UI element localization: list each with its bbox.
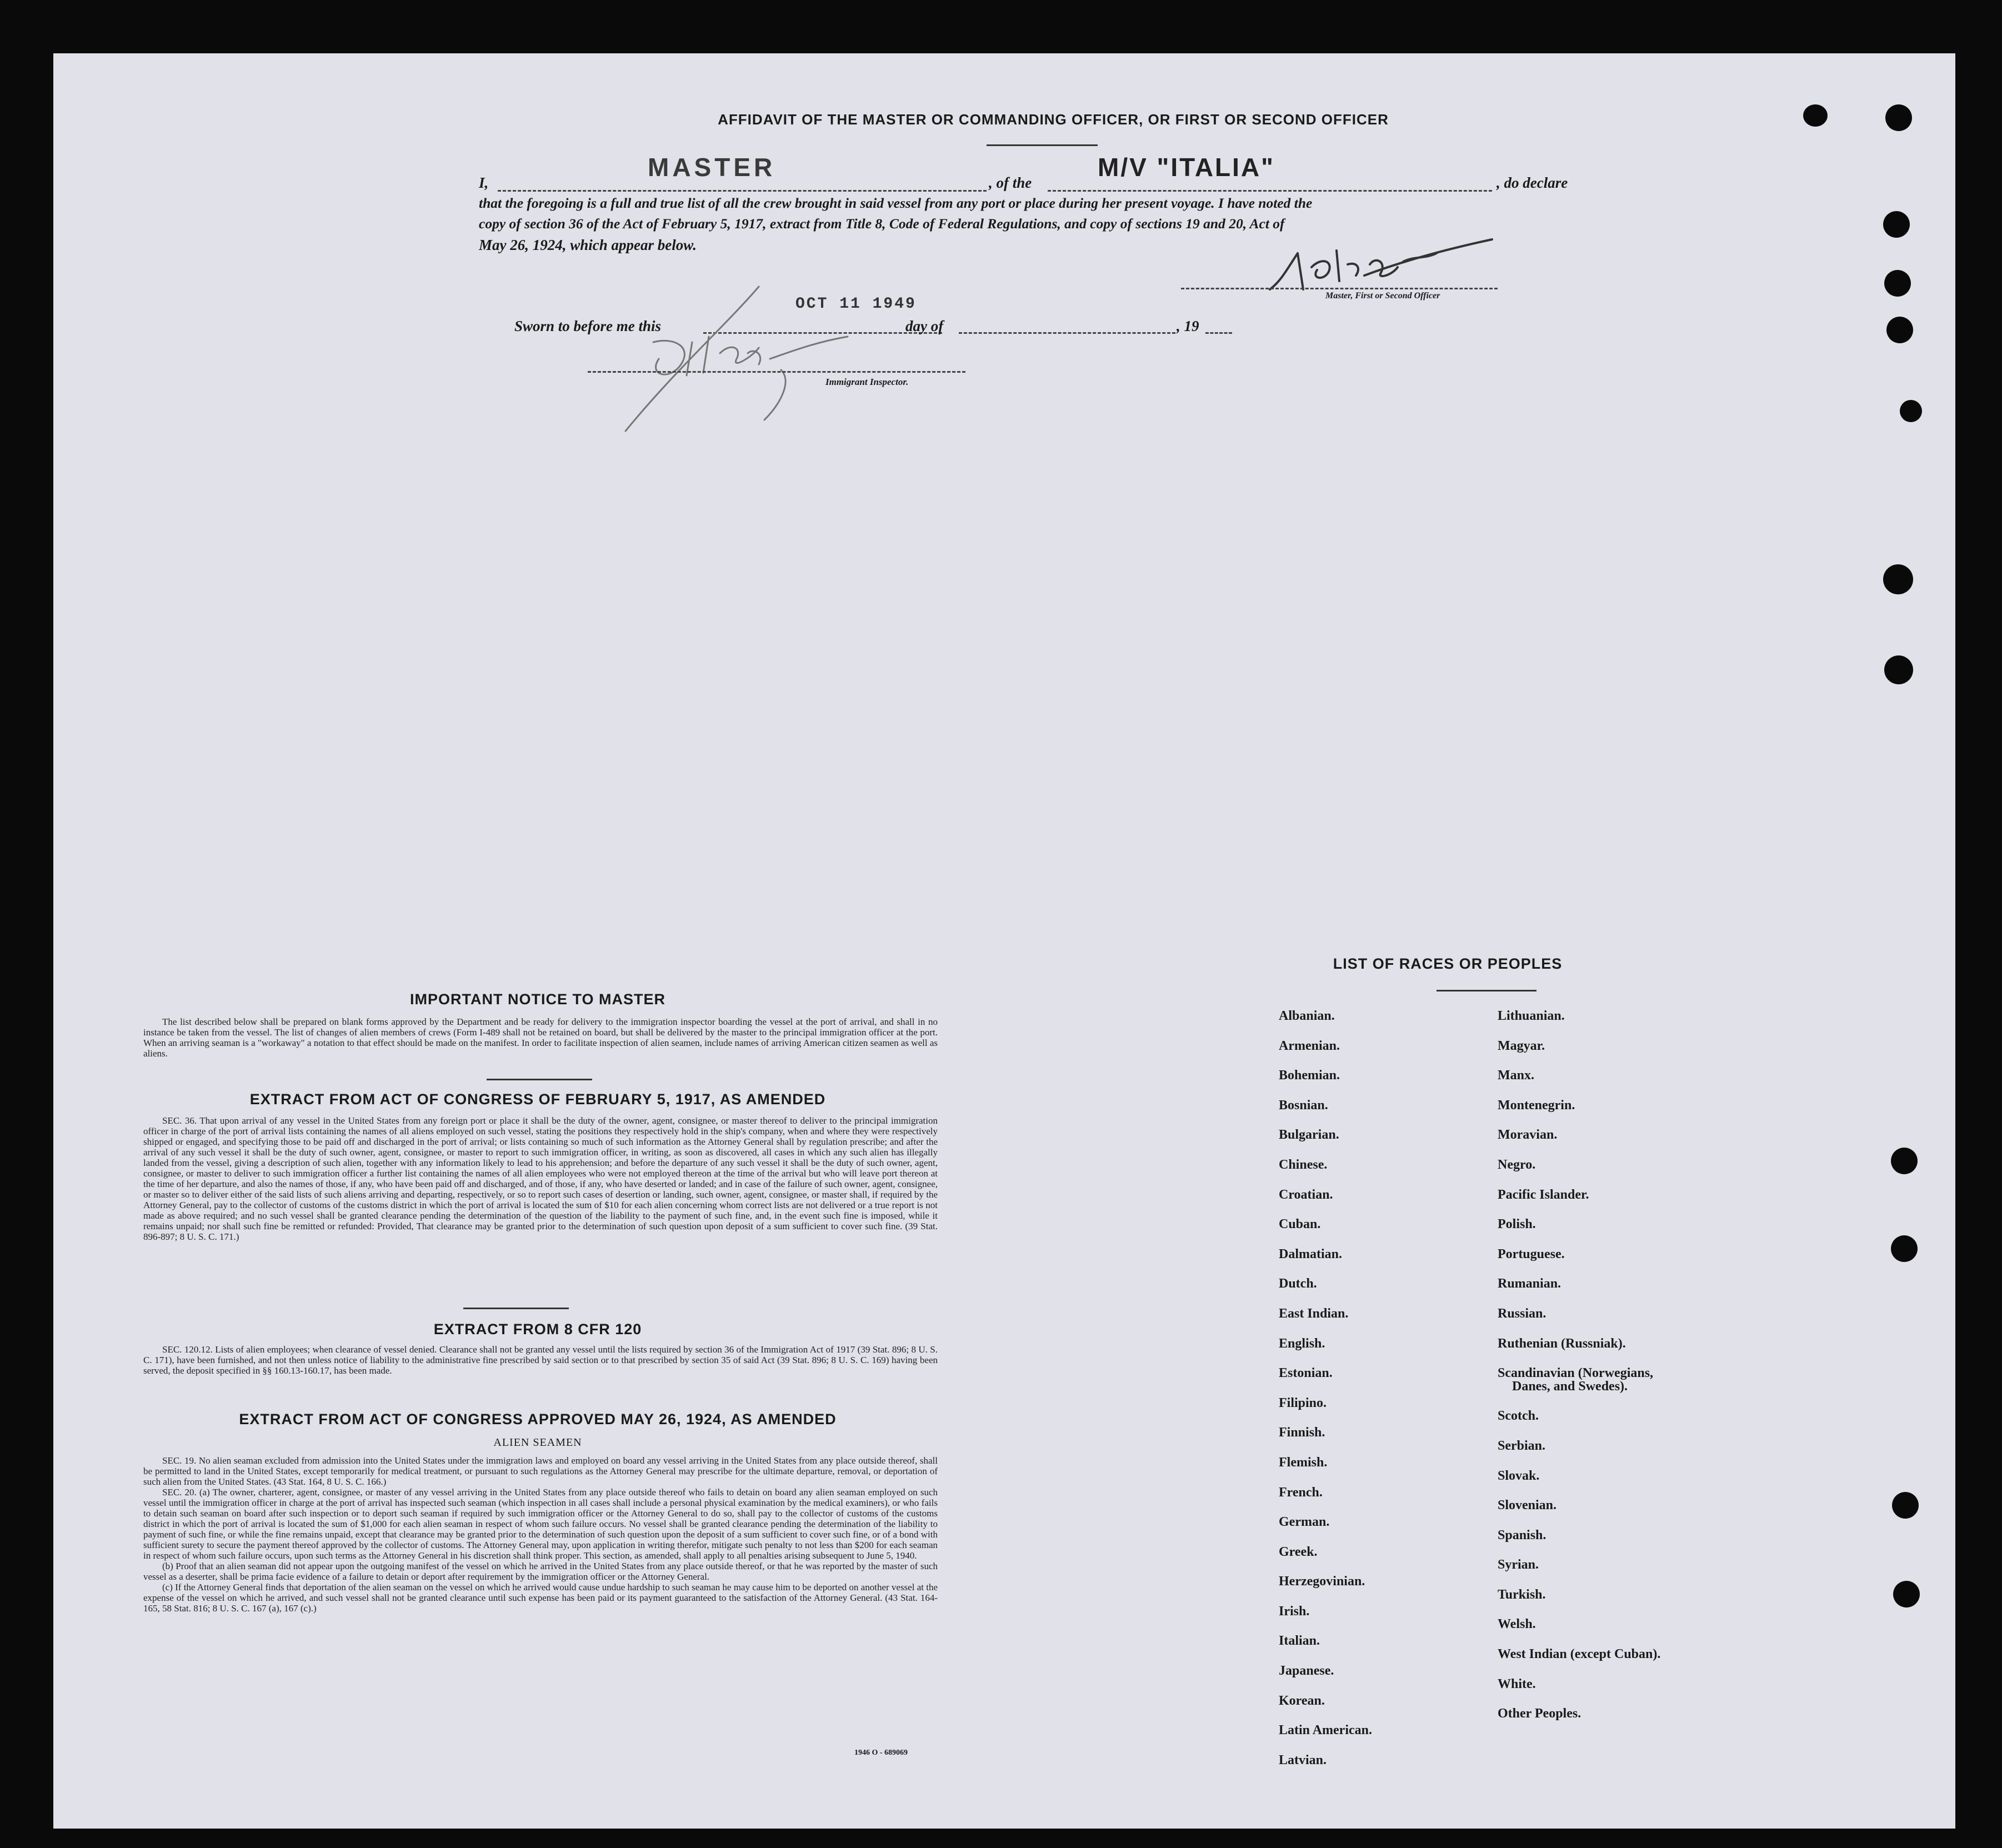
officer-signature-line — [1181, 288, 1498, 289]
extract-1917-title: EXTRACT FROM ACT OF CONGRESS OF FEBRUARY 5, 1917, AS AMENDED — [249, 1091, 826, 1108]
inspector-caption: Immigrant Inspector. — [825, 377, 909, 387]
binding-hole — [1883, 211, 1910, 238]
race-item: Portuguese. — [1498, 1246, 1565, 1261]
race-item: Manx. — [1498, 1068, 1534, 1083]
sworn-label: Sworn to before me this — [514, 318, 662, 334]
extract-cfr-text — [143, 1344, 938, 1376]
race-item: Welsh. — [1498, 1617, 1536, 1632]
races-title-rule — [1437, 990, 1536, 991]
notice-paragraph: The list described below shall be prepared on blank forms approved by the Department and be ready for delivery to the immigration inspector boarding the vessel at the port of arrival, and shall in no instance be taken from the vessel. The list of changes of alien members of crews (Form I-489 shall not be retained on board, but shall be delivered by the master to the principal immigration officer at the port. When an arriving seaman is a "workaway" a notation to that effect should be made on the manifest. In order to facilitate inspection of alien seamen, include names of arriving American citizen seamen as well as aliens. — [143, 1016, 938, 1059]
extract-1924-paragraph-1: SEC. 19. No alien seaman excluded from admission into the United States under the immigration laws and employed on board any vessel arriving in the United States from any place outside thereof, shall be permitted to land in the United States, except temporarily for medical treatment, or pursuant to such regulations as the Attorney General may prescribe for the ultimate departure, removal, or deportation of such alien from the United States. (43 Stat. 164, 8 U. S. C. 166.) — [143, 1455, 938, 1487]
affidavit-title-rule — [987, 144, 1098, 146]
master-name-line — [498, 190, 987, 192]
race-item: Slovenian. — [1498, 1498, 1557, 1513]
sworn-year-line — [1205, 332, 1232, 334]
race-item: Albanian. — [1279, 1009, 1335, 1023]
extract-cfr-title: EXTRACT FROM 8 CFR 120 — [433, 1321, 642, 1338]
print-code: 1946 O - 689069 — [854, 1749, 908, 1757]
declaration-line-3: May 26, 1924, which appear below. — [479, 237, 697, 253]
race-item: French. — [1279, 1485, 1323, 1500]
race-item: Pacific Islander. — [1498, 1187, 1589, 1202]
extract-1917-paragraph: SEC. 36. That upon arrival of any vessel in the United States from any foreign port or place it shall be the duty of the owner, agent, consignee, or master thereof to deliver to the principal immigration officer in charge of the port of arrival lists containing the names of all aliens employed on such vessel, stating the positions they respectively hold in the ship's company, when and where they were respectively shipped or engaged, and specifying those to be paid off and discharged in the port of arrival; or lists containing so much of such information as the Attorney General shall by regulation prescribe; and after the arrival of any such vessel it shall be the duty of such owner, agent, consignee, or master to report to such immigration officer, in writing, as soon as discovered, all cases in which any such alien has illegally landed from the vessel, giving a description of such alien, together with any information likely to lead to his apprehension; and before the departure of any such vessel it shall be the duty of such owner, agent, consignee, or master to deliver to such immigration officer a further list containing the names of all alien employees who were not employed thereon at the time of the arrival but who will leave port thereon at the time of her departure, and also the names of those, if any, who have been paid off and discharged, and of those, if any, who have deserted or landed; and in case of the failure of such owner, agent, consignee, or master so to deliver either of the said lists of such aliens arriving and departing, respectively, or so to report such cases of desertion or landing, such owner, agent, consignee, or master shall, if required by the Attorney General, pay to the collector of customs of the customs district in which the port of arrival is located the sum of $10 for each alien concerning whom correct lists are not delivered or a true report is not made as above required; and no such vessel shall be granted clearance pending the determination of the question of the liability to the payment of such fine, and, in the event such fine is imposed, while it remains unpaid; nor shall such fine be remitted or refunded: Provided, That clearance may be granted prior to the determination of such question upon deposit of a sum sufficient to cover such fine. (39 Stat. 896-897; 8 U. S. C. 171.) — [143, 1115, 938, 1242]
binding-hole — [1884, 270, 1911, 297]
extract-1924-title: EXTRACT FROM ACT OF CONGRESS APPROVED MAY 26, 1924, AS AMENDED — [239, 1411, 837, 1428]
date-stamp: OCT 11 1949 — [795, 296, 917, 313]
race-item: Magyar. — [1498, 1038, 1545, 1053]
binding-hole — [1884, 655, 1913, 684]
race-item: Armenian. — [1279, 1038, 1340, 1053]
race-item: Spanish. — [1498, 1528, 1546, 1542]
notice-rule — [487, 1079, 592, 1080]
race-item: Finnish. — [1279, 1425, 1325, 1440]
day-of-label: day of — [905, 318, 944, 334]
extract-1917-text — [143, 1115, 938, 1242]
race-item: Dutch. — [1279, 1276, 1317, 1291]
officer-caption: Master, First or Second Officer — [1325, 291, 1440, 301]
race-item: Scandinavian (Norwegians, — [1498, 1366, 1654, 1381]
do-declare-label: , do declare — [1497, 174, 1568, 191]
race-item: Ruthenian (Russniak). — [1498, 1336, 1626, 1351]
race-item: Other Peoples. — [1498, 1706, 1581, 1721]
race-item: Montenegrin. — [1498, 1098, 1575, 1113]
race-item: Slovak. — [1498, 1468, 1540, 1483]
binding-hole — [1891, 1148, 1918, 1174]
race-item: Latvian. — [1279, 1752, 1327, 1767]
races-left-column — [1279, 1009, 1372, 1782]
of-the-label: , of the — [989, 174, 1032, 191]
race-item: Korean. — [1279, 1693, 1325, 1708]
race-item: West Indian (except Cuban). — [1498, 1647, 1661, 1662]
race-item: Danes, and Swedes). — [1512, 1379, 1628, 1394]
extract-1917-rule — [463, 1308, 569, 1309]
affidavit-title: AFFIDAVIT OF THE MASTER OR COMMANDING OFFICER, OR FIRST OR SECOND OFFICER — [718, 111, 1389, 128]
races-title: LIST OF RACES OR PEOPLES — [1333, 955, 1563, 972]
race-item: Chinese. — [1279, 1157, 1328, 1172]
race-item: German. — [1279, 1515, 1330, 1530]
race-item: Estonian. — [1279, 1366, 1333, 1381]
race-item: White. — [1498, 1676, 1536, 1691]
race-item: East Indian. — [1279, 1306, 1349, 1321]
sworn-month-line — [959, 332, 1175, 334]
inspector-signature-line — [588, 371, 965, 373]
race-item: Latin American. — [1279, 1723, 1372, 1738]
vessel-name-line — [1048, 190, 1492, 192]
race-item: Moravian. — [1498, 1128, 1558, 1143]
race-item: Italian. — [1279, 1634, 1320, 1649]
declaration-line-1: that the foregoing is a full and true list of all the crew brought in said vessel from any port or place during her present voyage. I have noted the — [479, 195, 1313, 211]
race-item: Rumanian. — [1498, 1276, 1561, 1291]
race-item: Bosnian. — [1279, 1098, 1328, 1113]
extract-1924-paragraph-3: (b) Proof that an alien seaman did not appear upon the outgoing manifest of the vessel on which he arrived in the United States from any place outside thereof, or that he was reported by the master of such vessel as a deserter, shall be prima facie evidence of a failure to detain or deport after requirement by the immigration officer or the Attorney General. — [143, 1561, 938, 1582]
notice-text — [143, 1016, 938, 1059]
races-right-column — [1498, 1009, 1660, 1736]
race-item: Bulgarian. — [1279, 1128, 1339, 1143]
i-label: I, — [479, 174, 489, 191]
year-prefix: , 19 — [1177, 318, 1199, 334]
binding-hole — [1886, 317, 1913, 343]
race-item: Dalmatian. — [1279, 1246, 1342, 1261]
race-item: Turkish. — [1498, 1587, 1546, 1602]
race-item: Polish. — [1498, 1217, 1536, 1232]
binding-hole — [1891, 1235, 1918, 1262]
declaration-line-2: copy of section 36 of the Act of February 5, 1917, extract from Title 8, Code of Federal Regulations, and copy of sections 19 and 20, Act of — [479, 216, 1285, 232]
binding-hole — [1803, 104, 1828, 127]
notice-title: IMPORTANT NOTICE TO MASTER — [410, 991, 665, 1008]
race-item: English. — [1279, 1336, 1325, 1351]
race-item: Lithuanian. — [1498, 1009, 1565, 1023]
race-item: Scotch. — [1498, 1409, 1539, 1424]
inspector-signature — [603, 276, 914, 442]
binding-hole — [1885, 104, 1912, 131]
race-item: Syrian. — [1498, 1557, 1539, 1572]
extract-1924-subtitle: ALIEN SEAMEN — [493, 1436, 582, 1449]
race-item: Negro. — [1498, 1157, 1536, 1172]
master-stamp: MASTER — [648, 153, 776, 182]
race-item: Filipino. — [1279, 1395, 1327, 1410]
race-item: Cuban. — [1279, 1217, 1321, 1232]
race-item: Bohemian. — [1279, 1068, 1340, 1083]
race-item: Greek. — [1279, 1544, 1318, 1559]
binding-hole — [1893, 1581, 1920, 1607]
race-item: Flemish. — [1279, 1455, 1328, 1470]
extract-1924-paragraph-2: SEC. 20. (a) The owner, charterer, agent, consignee, or master of any vessel arriving in the United States from any place outside thereof who fails to detain on board any alien seaman employed on such vessel until the immigration officer in charge at the port of arrival has inspected such seaman (which inspection in all cases shall include a personal physical examination by the medical examiners), or who fails to detain such seaman on board after such inspection or to deport such seaman if required by such immigration officer or the Attorney General to do so, shall pay to the collector of customs of the customs district in which the port of arrival is located the sum of $1,000 for each alien seaman in respect of whom such failure occurs. No vessel shall be granted clearance pending the determination of the liability to payment of such fine, or while the fine remains unpaid, except that clearance may be granted prior to the determination of such question upon the deposit of a sum sufficient to cover such fine, or of a bond with sufficient surety to secure the payment thereof approved by the collector of customs. The Attorney General may, upon application in writing therefor, mitigate such penalty to not less than $200 for each seaman in respect of whom such failure occurs, upon such terms as the Attorney General in his discretion shall think proper. This section, as amended, shall apply to all penalties arising subsequent to June 5, 1940. — [143, 1487, 938, 1561]
race-item: Japanese. — [1279, 1664, 1334, 1679]
binding-hole — [1883, 564, 1913, 594]
binding-hole — [1892, 1492, 1919, 1519]
race-item: Irish. — [1279, 1604, 1310, 1619]
race-item: Herzegovinian. — [1279, 1574, 1365, 1589]
race-item: Serbian. — [1498, 1438, 1546, 1453]
extract-1924-text — [143, 1455, 938, 1614]
race-item: Croatian. — [1279, 1187, 1333, 1202]
extract-cfr-paragraph: SEC. 120.12. Lists of alien employees; when clearance of vessel denied. Clearance shall not be granted any vessel until the lists required by section 36 of the Immigration Act of 1917 (39 Stat. 896; 8 U. S. C. 171), have been furnished, and not then unless notice of liability to the administrative fine prescribed by said section or to that prescribed by section 35 of said Act (39 Stat. 896; 8 U. S. C. 169) having been served, the deposit specified in §§ 160.13-160.17, has been made. — [143, 1344, 938, 1376]
vessel-name-stamp: M/V "ITALIA" — [1098, 153, 1275, 182]
document-page — [53, 53, 1955, 1829]
extract-1924-paragraph-4: (c) If the Attorney General finds that deportation of the alien seaman on the vessel on which he arrived would cause undue hardship to such seaman he may cause him to be deported on another vessel at the expense of the vessel on which he arrived, and such vessel shall not be granted clearance until such expense has been paid or its payment guaranteed to the satisfaction of the Attorney General. (43 Stat. 164-165, 58 Stat. 816; 8 U. S. C. 167 (a), 167 (c).) — [143, 1582, 938, 1614]
race-item: Russian. — [1498, 1306, 1546, 1321]
binding-hole — [1900, 400, 1922, 422]
